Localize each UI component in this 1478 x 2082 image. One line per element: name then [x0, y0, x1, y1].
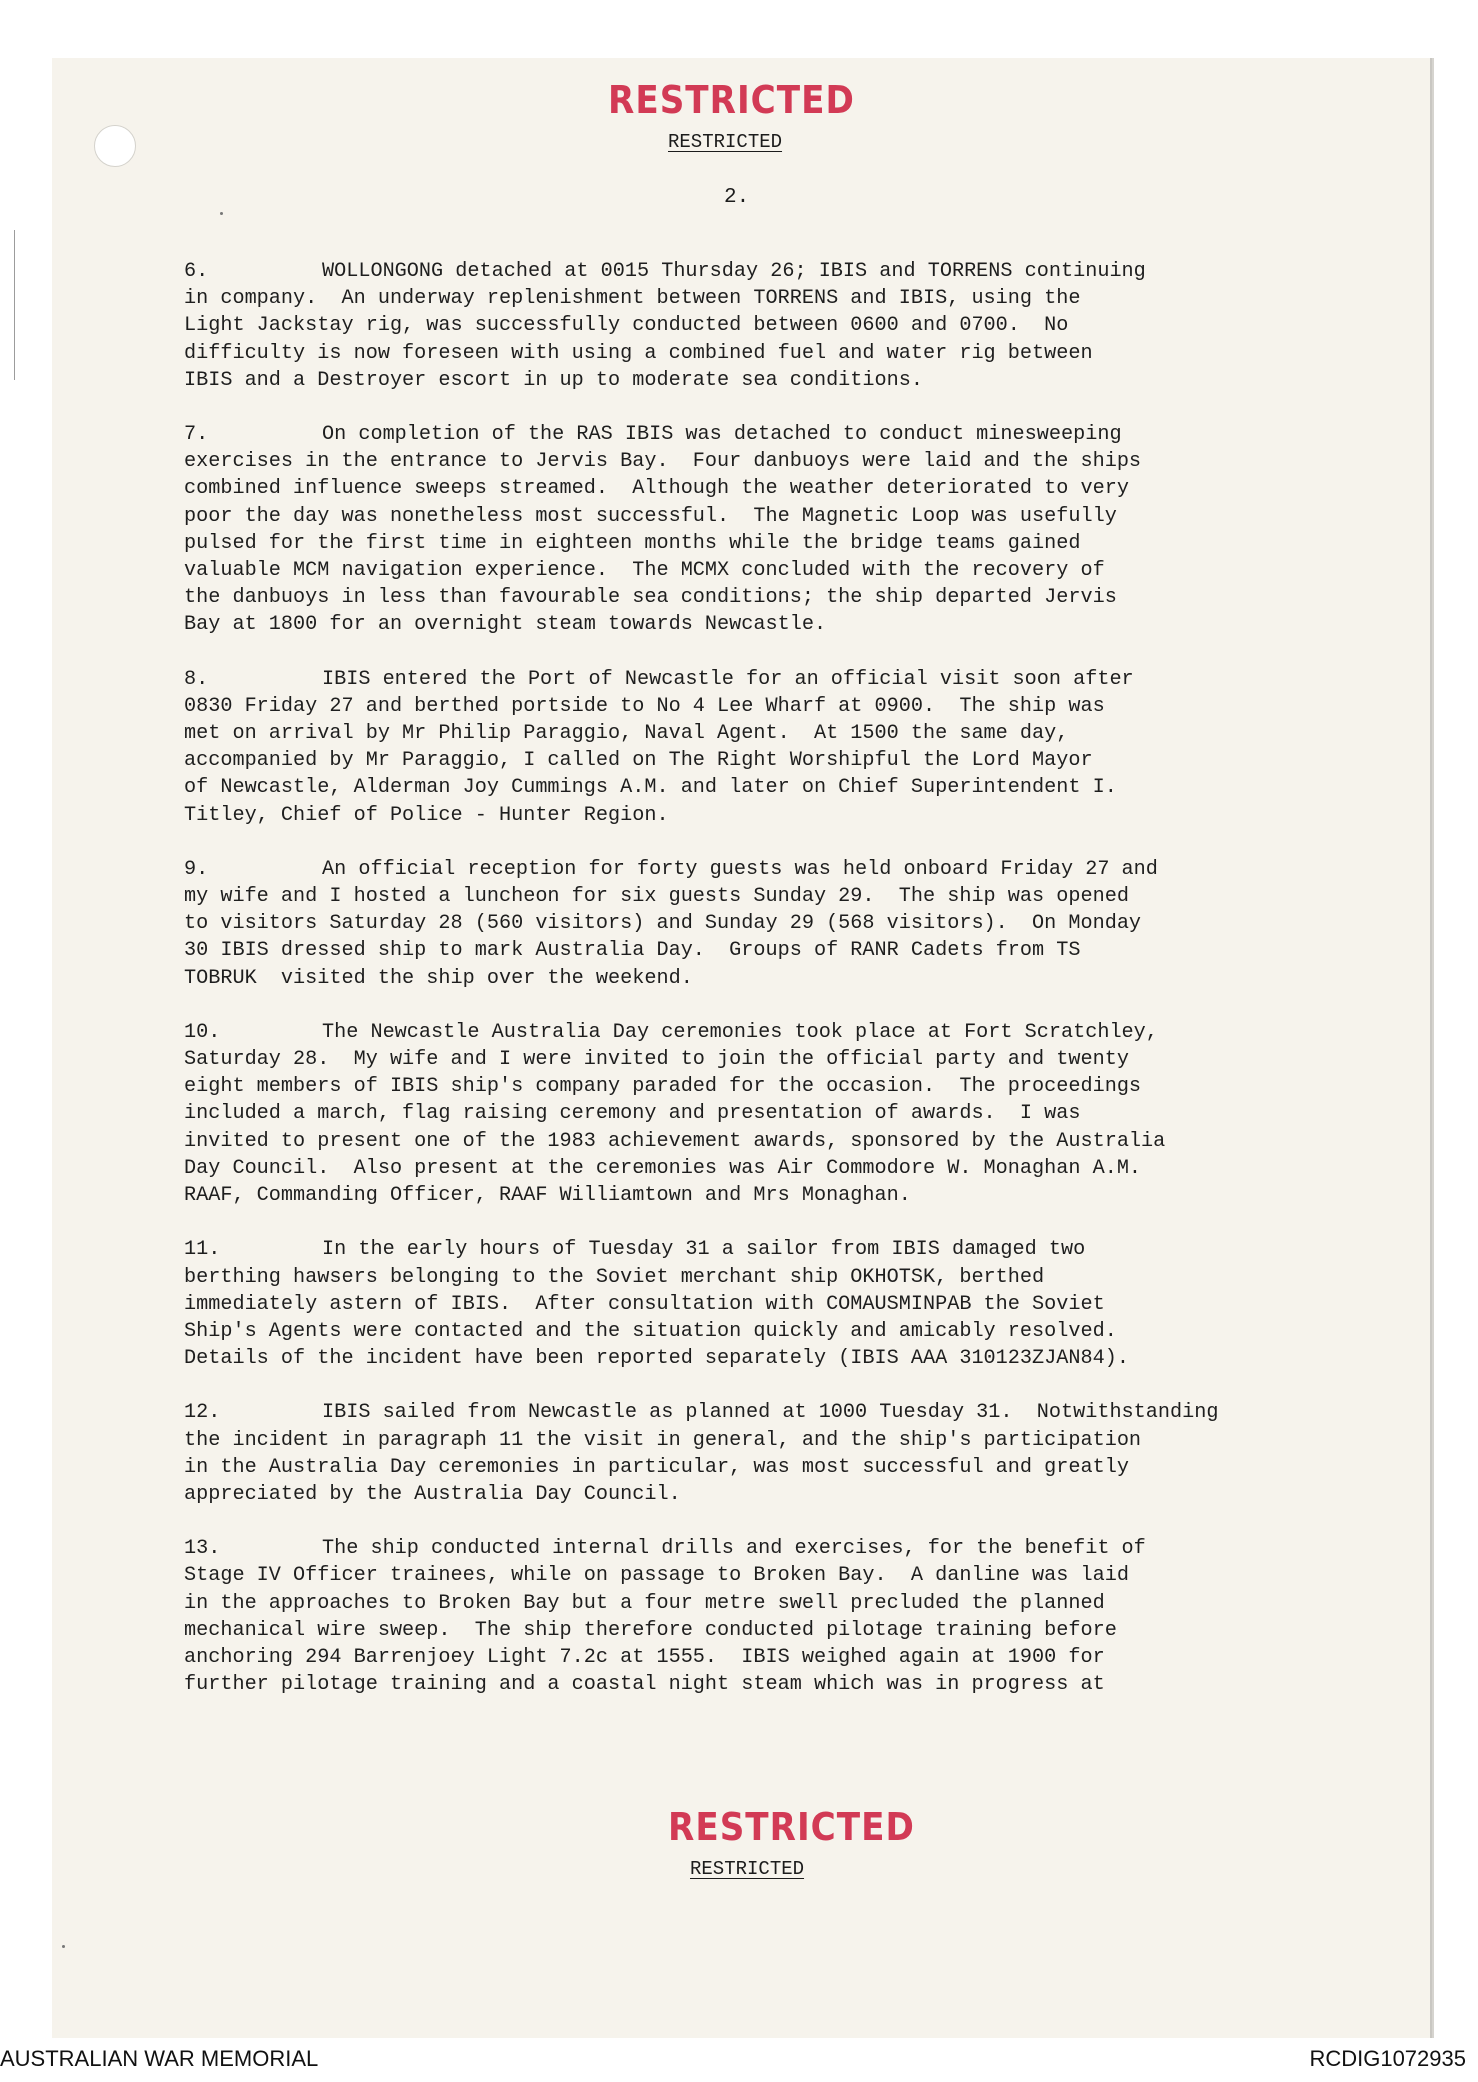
- paragraph-text: In the early hours of Tuesday 31 a sailor from IBIS damaged two: [322, 1238, 1086, 1262]
- paragraph-line: 0830 Friday 27 and berthed portside to No 4 Lee Wharf at 0900. The ship was: [184, 694, 1105, 718]
- paragraph-line: difficulty is now foreseen with using a combined fuel and water rig between: [184, 341, 1093, 365]
- paragraph-line: of Newcastle, Alderman Joy Cummings A.M. and later on Chief Superintendent I.: [184, 776, 1117, 800]
- paragraph-line: Details of the incident have been reported separately (IBIS AAA 310123ZJAN84).: [184, 1347, 1129, 1371]
- paragraph: [184, 1236, 1364, 1372]
- paragraph-number: 9.: [184, 857, 209, 881]
- paragraph-line: Stage IV Officer trainees, while on passage to Broken Bay. A danline was laid: [184, 1564, 1129, 1588]
- punch-hole: [94, 125, 136, 167]
- restricted-heading-top: RESTRICTED: [668, 131, 783, 153]
- restricted-heading-bottom: RESTRICTED: [690, 1858, 805, 1880]
- paragraph: [184, 421, 1364, 639]
- paragraph-first-line: [184, 1535, 1364, 1562]
- speck: [220, 212, 223, 215]
- paragraph-text: The Newcastle Australia Day ceremonies took place at Fort Scratchley,: [322, 1020, 1158, 1044]
- paragraph-line: RAAF, Commanding Officer, RAAF Williamtown and Mrs Monaghan.: [184, 1184, 911, 1208]
- page-number: 2.: [724, 186, 750, 209]
- paragraph-text: IBIS entered the Port of Newcastle for an official visit soon after: [322, 667, 1134, 691]
- paragraph-number: 10.: [184, 1020, 221, 1044]
- paragraph-line: accompanied by Mr Paraggio, I called on The Right Worshipful the Lord Mayor: [184, 749, 1093, 773]
- paragraph-first-line: [184, 856, 1364, 883]
- paragraph-line: in company. An underway replenishment between TORRENS and IBIS, using the: [184, 287, 1081, 311]
- paragraph-number: 12.: [184, 1401, 221, 1425]
- paragraph-first-line: [184, 666, 1364, 693]
- paragraph: [184, 258, 1364, 394]
- paragraph-line: in the Australia Day ceremonies in particular, was most successful and greatly: [184, 1455, 1129, 1479]
- paragraph-first-line: [184, 1399, 1364, 1426]
- paragraph-number: 13.: [184, 1537, 221, 1561]
- restricted-stamp-top: RESTRICTED: [608, 78, 855, 122]
- paragraph-line: appreciated by the Australia Day Council.: [184, 1482, 681, 1506]
- paragraph-line: included a march, flag raising ceremony and presentation of awards. I was: [184, 1102, 1081, 1126]
- paragraph-first-line: [184, 1236, 1364, 1263]
- document-body: [184, 258, 1364, 1725]
- paragraph-line: Bay at 1800 for an overnight steam towards Newcastle.: [184, 613, 827, 637]
- paragraph-number: 7.: [184, 423, 209, 447]
- paragraph-line: my wife and I hosted a luncheon for six guests Sunday 29. The ship was opened: [184, 885, 1129, 909]
- edge-mark: [14, 230, 15, 380]
- paragraph-text: An official reception for forty guests was held onboard Friday 27 and: [322, 857, 1158, 881]
- paragraph-text: WOLLONGONG detached at 0015 Thursday 26; IBIS and TORRENS continuing: [322, 260, 1146, 283]
- paragraph-line: in the approaches to Broken Bay but a four metre swell precluded the planned: [184, 1591, 1105, 1615]
- paragraph: [184, 1399, 1364, 1508]
- paragraph: [184, 1535, 1364, 1698]
- paragraph-first-line: [184, 258, 1364, 285]
- paragraph-line: TOBRUK visited the ship over the weekend.: [184, 966, 693, 990]
- paragraph-line: the incident in paragraph 11 the visit in general, and the ship's participation: [184, 1428, 1142, 1452]
- paragraph-text: IBIS sailed from Newcastle as planned at 1000 Tuesday 31. Notwithstanding: [322, 1401, 1219, 1425]
- paragraph-line: met on arrival by Mr Philip Paraggio, Naval Agent. At 1500 the same day,: [184, 722, 1069, 746]
- footer-record-id: RCDIG1072935: [1309, 2046, 1466, 2071]
- paragraph-first-line: [184, 1019, 1364, 1046]
- paragraph: [184, 856, 1364, 992]
- paragraph-line: Ship's Agents were contacted and the situation quickly and amicably resolved.: [184, 1319, 1117, 1343]
- paragraph-line: IBIS and a Destroyer escort in up to moderate sea conditions.: [184, 368, 923, 392]
- speck: [62, 1945, 65, 1948]
- paragraph-number: 6.: [184, 260, 209, 283]
- paragraph-line: Saturday 28. My wife and I were invited to join the official party and twenty: [184, 1048, 1129, 1072]
- paragraph-line: poor the day was nonetheless most successful. The Magnetic Loop was usefully: [184, 504, 1117, 528]
- paragraph-text: The ship conducted internal drills and exercises, for the benefit of: [322, 1537, 1146, 1561]
- paragraph-line: immediately astern of IBIS. After consultation with COMAUSMINPAB the Soviet: [184, 1292, 1105, 1316]
- paragraph-line: the danbuoys in less than favourable sea conditions; the ship departed Jervis: [184, 586, 1117, 610]
- paragraph-line: Day Council. Also present at the ceremonies was Air Commodore W. Monaghan A.M.: [184, 1156, 1142, 1180]
- paragraph-line: anchoring 294 Barrenjoey Light 7.2c at 1555. IBIS weighed again at 1900 for: [184, 1645, 1105, 1669]
- paragraph-line: combined influence sweeps streamed. Although the weather deteriorated to very: [184, 477, 1129, 501]
- paragraph: [184, 1019, 1364, 1209]
- paragraph-line: berthing hawsers belonging to the Soviet merchant ship OKHOTSK, berthed: [184, 1265, 1045, 1289]
- footer-institution: AUSTRALIAN WAR MEMORIAL: [0, 2046, 319, 2071]
- paragraph-line: to visitors Saturday 28 (560 visitors) and Sunday 29 (568 visitors). On Monday: [184, 912, 1142, 936]
- paragraph-line: exercises in the entrance to Jervis Bay. Four danbuoys were laid and the ships: [184, 450, 1142, 474]
- paragraph-line: Light Jackstay rig, was successfully conducted between 0600 and 0700. No: [184, 314, 1069, 338]
- paragraph-line: valuable MCM navigation experience. The MCMX concluded with the recovery of: [184, 559, 1105, 583]
- paragraph-first-line: [184, 421, 1364, 448]
- paragraph-line: further pilotage training and a coastal night steam which was in progress at: [184, 1673, 1105, 1697]
- restricted-stamp-bottom: RESTRICTED: [668, 1805, 915, 1849]
- paragraph-number: 8.: [184, 667, 209, 691]
- paragraph-line: Titley, Chief of Police - Hunter Region.: [184, 803, 669, 827]
- paragraph-line: pulsed for the first time in eighteen months while the bridge teams gained: [184, 531, 1081, 555]
- paragraph-line: mechanical wire sweep. The ship therefore conducted pilotage training before: [184, 1618, 1117, 1642]
- paragraph-line: invited to present one of the 1983 achievement awards, sponsored by the Australia: [184, 1129, 1166, 1153]
- paragraph-line: eight members of IBIS ship's company paraded for the occasion. The proceedings: [184, 1075, 1142, 1099]
- paragraph-number: 11.: [184, 1238, 221, 1262]
- paragraph-line: 30 IBIS dressed ship to mark Australia Day. Groups of RANR Cadets from TS: [184, 939, 1081, 963]
- paragraph-text: On completion of the RAS IBIS was detached to conduct minesweeping: [322, 423, 1122, 447]
- paragraph: [184, 666, 1364, 829]
